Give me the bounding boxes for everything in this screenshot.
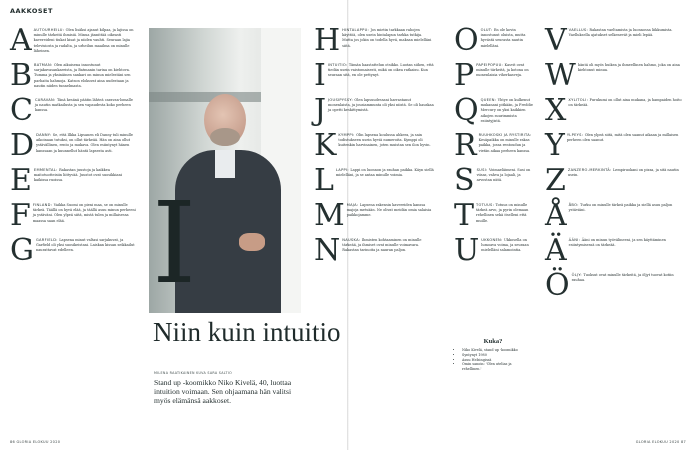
alphabet-entry (545, 128, 685, 163)
drop-letter: O (454, 23, 479, 58)
alphabet-entry (314, 93, 434, 128)
drop-letter: Q (454, 93, 479, 128)
entry-text: YLPEYS: Olen ylpeä siitä, mitä olen saanut aikaan ja millaisen perheen olen saanut. (566, 133, 679, 143)
column-right-1 (454, 23, 534, 273)
info-box (454, 338, 532, 372)
alphabet-entry (545, 93, 685, 128)
drop-letter: N (314, 233, 341, 268)
drop-letter: V (545, 23, 567, 58)
entry-heading: HINTALAPPU: (342, 28, 371, 32)
title-initial: I (152, 179, 197, 309)
alphabet-entry (314, 128, 434, 163)
entry-text: QUEEN: Yhtye on kulkenut mukanani pitkään, ja Freddie Mercury on yksi kaikkien aikojen suurimmista esiintyjistä. (480, 98, 533, 123)
alphabet-entry (314, 198, 434, 233)
entry-heading: FINLAND: (32, 203, 54, 207)
folio-left: 86 GLORIA ELOKUU 2020 (10, 440, 61, 444)
entry-text: häntä oli myös huikea ja ihmeellinen hahmo, joka on aina kiehtonut minua. (577, 63, 680, 73)
info-box-item: • Omin sanoin: 'Olen utelias ja rehellinen.' (462, 362, 532, 372)
entry-text: ÖLJY: Tuoksut ovat minulle tärkeitä, ja öljyt tuovat kotiin rauhaa. (571, 273, 674, 283)
entry-text: KYMPPI: Olin lapsena koulussa ahkera, ja sain todistukseen usein hyviä numeroita. Kymppi oli kuitenkin harvinainen, joten muistan sen ilon hyvin. (338, 133, 431, 148)
entry-text: FINLAND: Vaikka Suomi on pieni maa, se on minulle tärkeä. Täällä on hyvä elää, ja täällä asuu minun perheeni ja ystäväni. Olen ylpeä siitä, mistä tulen ja millaisessa maassa saan elää. (32, 203, 136, 223)
entry-heading: EMMENTAL: (33, 168, 60, 172)
drop-letter: S (454, 163, 475, 198)
entry-heading: XYLITOLI: (568, 98, 590, 102)
alphabet-entry (314, 163, 434, 198)
alphabet-entry (454, 58, 534, 93)
entry-text: TOTUUS: Totuus on minulle tärkeä arvo, ja pyrin olemaan rehellinen sekä itselleni että muille. (476, 203, 529, 223)
entry-text: OLUT: En ole kovin innostunut oluista, mutta hyvästä seurasta nautin mielelläni. (480, 28, 526, 48)
entry-text: VAELLUS: Rakastan vaeltamista ja luonnossa liikkumista. Vaelluksella ajatukset selkenevät ja mieli lepää. (568, 28, 673, 38)
entry-heading: BATMAN: (34, 63, 54, 67)
entry-heading: ÅBO: (568, 203, 581, 207)
entry-text: MAJA: Lapsena rakensin kavereiden kanssa majoja metsään. Ne olivat meidän omia salaisia paikkojamme. (346, 203, 432, 218)
drop-letter: Z (545, 163, 566, 198)
entry-heading: CARAVAN: (34, 98, 57, 102)
byline: MILENA RAATIKAINEN KUVA SARA SALTIO (154, 371, 232, 375)
drop-letter: J (314, 93, 327, 128)
drop-letter: W (545, 58, 576, 93)
alphabet-entry (454, 233, 534, 268)
entry-text: UKKONEN: Ukkosella on lumoava voima, ja seuraan mielelläni salamointia. (481, 238, 529, 253)
column-right-2 (545, 23, 685, 308)
entry-heading: UKKONEN: (481, 238, 504, 242)
drop-letter: Å (545, 198, 567, 233)
drop-letter: Y (545, 128, 565, 163)
entry-heading: AUTOURHEILU: (33, 28, 66, 32)
info-box-title: Kuka? (483, 338, 503, 345)
entry-text: ZANZERO-MERKINTÄ: Lempiruokani on pizza, ja sitä nautin usein. (567, 168, 679, 178)
entry-text: PAPEIPOPUU: Kasvit ovat minulle tärkeitä, ja kotona on monenlaisia viherkasveja. (476, 63, 529, 78)
alphabet-entry (10, 128, 136, 163)
entry-heading: SUSI: (476, 168, 489, 172)
alphabet-entry (545, 23, 685, 58)
section-label: AAKKOSET (10, 7, 53, 15)
entry-heading: ÄÄNI: (568, 238, 582, 242)
entry-heading: OLUT: (480, 28, 494, 32)
entry-text: XYLITOLI: Purukumi on ollut aina mukana, ja hampaiden hoito on tärkeää. (568, 98, 682, 108)
entry-text: CARAVAN: Tänä kesänä päätin lähteä caravan-lomalle ja nautin matkailusta ja sen vapaudesta koko perheen kanssa. (34, 98, 133, 113)
alphabet-entry (545, 58, 685, 93)
entry-heading: PAPEIPOPUU: (476, 63, 505, 67)
drop-letter: E (10, 163, 32, 198)
drop-letter: P (454, 58, 475, 93)
entry-heading: YLPEYS: (566, 133, 585, 137)
drop-letter: Ä (545, 233, 567, 268)
alphabet-entry (545, 163, 685, 198)
entry-heading: NAUSKA: (342, 238, 362, 242)
drop-letter: T (454, 198, 475, 233)
entry-text: RUUHKOSKI JA RYSTIRITA: Kesäpaikka on minulle rakas paikka, jossa rentoudun ja vietän aikaa perheen kanssa. (478, 133, 532, 153)
drop-letter: Ö (545, 268, 570, 303)
entry-text: AUTOURHEILU: Olen lisäksi ajanut kilpaa, ja lajissa on minulle tärkeitä ihmisiä. Minua jännittää oikeasti kavereideni tiukat kisat ja niiden vauhti. Seuraan lajia televisiosta ja radalta, ja urheilun maailma on minulle läheinen. (33, 28, 134, 53)
drop-letter: A (10, 23, 32, 58)
drop-letter: U (454, 233, 480, 268)
folio-right: GLORIA ELOKUU 2020 87 (635, 440, 686, 444)
alphabet-entry (545, 198, 685, 233)
entry-heading: KYMPPI: (338, 133, 357, 137)
alphabet-entry (10, 93, 136, 128)
entry-heading: VAELLUS: (568, 28, 590, 32)
entry-heading: ZANZERO-MERKINTÄ: (567, 168, 613, 172)
info-box-item: • Niko Kivelä, stand up -koomikko (462, 348, 532, 353)
entry-text: GARFIELD: Lapsena minut valtasi sarjakuvat, ja Garfield oli yksi suosikeistani. Laiskan kissan seikkailut naurattavat edelleen. (35, 238, 135, 253)
alphabet-entry (545, 233, 685, 268)
info-box-list (454, 348, 532, 372)
drop-letter: G (10, 233, 34, 268)
drop-letter: F (10, 198, 31, 233)
alphabet-entry (454, 198, 534, 233)
drop-letter: K (314, 128, 337, 163)
entry-text: ÄÄNI: Ääni on minun työvälineeni, ja sen käyttäminen esiintymisessä on tärkeää. (568, 238, 666, 248)
entry-heading: INTUITIO: (327, 63, 349, 67)
alphabet-entry (454, 128, 534, 163)
alphabet-entry (454, 163, 534, 198)
alphabet-entry (314, 58, 434, 93)
column-middle (314, 23, 434, 273)
entry-heading: MAJA: (346, 203, 360, 207)
drop-letter: M (314, 198, 345, 233)
drop-letter: L (314, 163, 334, 198)
article-lead: Stand up -koomikko Niko Kivelä, 40, luottaa intuition voimaan. Sen ohjaamana hän valitsi myös elämänsä aakkoset. (154, 378, 292, 405)
entry-heading: GARFIELD: (35, 238, 60, 242)
entry-heading: RUUHKOSKI JA RYSTIRITA: (478, 133, 532, 137)
entry-heading: TOTUUS: (476, 203, 496, 207)
entry-text: JOUSIPYSSY: Olen lapsuudessani harrastanut monenlaista, ja jousiammunta oli yksi niistä. Se oli hauskaa ja opetti keskittymistä. (328, 98, 434, 113)
drop-letter: B (10, 58, 33, 93)
drop-letter: X (545, 93, 567, 128)
alphabet-entry (10, 58, 136, 93)
entry-text: NAUSKA: Ihmisten kohtaaminen on minulle tärkeää, ja ihmiset ovat minulle voimavara. Rakastan tarinoita ja nauran paljon. (342, 238, 422, 253)
alphabet-entry (454, 93, 534, 128)
drop-letter: D (10, 128, 35, 163)
column-left (10, 23, 136, 273)
alphabet-entry (314, 23, 434, 58)
alphabet-entry (10, 233, 136, 268)
entry-text: BATMAN: Olen aikuisena innostunut sarjakuvasankareista, ja Batmanin tarina on kiehtova. Tumma ja yksinäinen sankari on minun mielestäni sen parhaita hahmoja. Katson elokuvat aina uudestaan ja nautin niiden tunnelmasta. (34, 63, 131, 88)
alphabet-entry (10, 23, 136, 58)
drop-letter: H (314, 23, 341, 58)
drop-letter: I (314, 58, 326, 93)
entry-heading: QUEEN: (480, 98, 498, 102)
entry-text: EMMENTAL: Rakastan juustoja ja kaikkea maitotuotteisiin liittyvää. Juustot ovat suosikkiani kaikissa ruoissa. (33, 168, 122, 183)
entry-heading: DANNY: (36, 133, 53, 137)
entry-text: LAPPI: Lappi on luonnon ja rauhan paikka. Käyn siellä mielelläni, ja se antaa minulle voimia. (335, 168, 434, 178)
entry-text: ÅBO: Turku on minulle tärkeä paikka ja siellä asuu paljon ystäviäni. (568, 203, 673, 213)
entry-heading: LAPPI: (335, 168, 351, 172)
alphabet-entry (10, 163, 136, 198)
entry-heading: JOUSIPYSSY: (328, 98, 355, 102)
info-box-item: • Asuu Helsingissä (462, 358, 532, 363)
alphabet-entry (314, 233, 434, 268)
alphabet-entry (454, 23, 534, 58)
alphabet-entry (10, 198, 136, 233)
drop-letter: C (10, 93, 33, 128)
entry-text: INTUITIO: Tämän haastattelun otsikko. Luotan siihen, että tiedän usein vaistomaisesti, mikä on oikea ratkaisu. Kun seuraan sitä, en ole pettynyt. (327, 63, 434, 78)
article-title: Niin kuin intuitio (153, 317, 341, 347)
entry-heading: ÖLJY: (571, 273, 584, 277)
info-box-item: • Syntynyt 1980 (462, 353, 532, 358)
entry-text: HINTALAPPU: Jos mietin tarkkaan rahojen käyttöä, olen usein hintalapun tarkka tutkija. Mutta jos jokin on todella hyvä, maksan mielelläni siitä. (342, 28, 432, 48)
alphabet-entry (545, 268, 685, 303)
entry-text: SUSI: Voimaeläimeni. Susi on viisas, vahva ja lojaali, ja arvostan niitä. (476, 168, 531, 183)
entry-text: DANNY: Se, että Ilkka Lipsanen eli Danny tuli minulle aikoinaan tutuksi, on ollut tärkeää. Hän on aina ollut ystävällinen, rento ja mukava. Olen esiintynyt hänen kanssaan ja kuunnellut häntä lapsesta asti. (36, 133, 133, 153)
drop-letter: R (454, 128, 477, 163)
